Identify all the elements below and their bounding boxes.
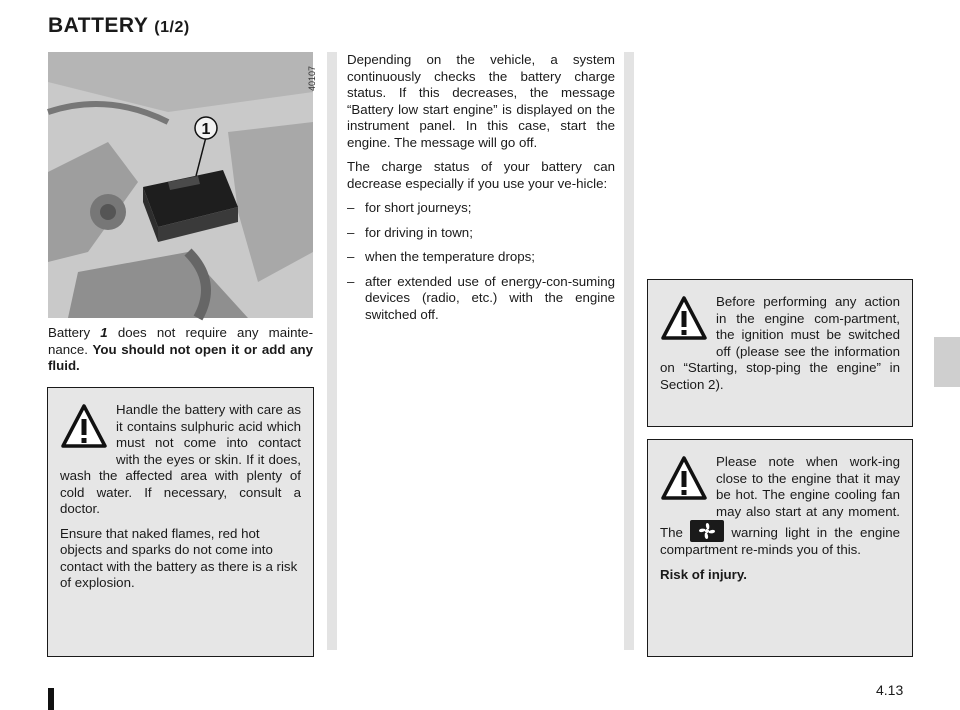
warning-text: Please note when work-ing close to the engine that it may be hot. The engine cooling fan may also start at any moment. The warning light in the engine compartment re-minds you of this. <box>660 454 900 557</box>
warning-triangle-icon <box>60 402 108 452</box>
paragraph: The charge status of your battery can decrease especially if you use your ve-hicle: <box>347 159 615 191</box>
photo-reference: 40107 <box>307 66 317 92</box>
list-item: – for short journeys; <box>347 200 615 217</box>
warning-triangle-icon <box>660 454 708 504</box>
callout-label: 1 <box>201 121 211 138</box>
warning-text: Ensure that naked flames, red hot objects and sparks do not come into contact with the battery as there is a risk of explosion. <box>60 525 298 590</box>
battery-caption: Battery 1 does not require any mainte-nance. You should not open it or add any fluid. <box>48 325 313 373</box>
paragraph: Depending on the vehicle, a system continuously checks the battery charge status. If this decreases, the message “Battery low start engine” is displayed on the instrument panel. In this case, start the engine. The message will go off. <box>347 52 615 150</box>
warning-text: Before performing any action in the engine com-partment, the ignition must be switched off (please see the information on “Starting, stop-ping the engine” in Section 2). <box>660 294 900 392</box>
warning-box-ignition <box>647 279 913 427</box>
warning-box-acid <box>47 387 314 657</box>
warning-text: Handle the battery with care as it contains sulphuric acid which must not come into contact with the eyes or skin. If it does, wash the affected area with plenty of cold water. If necessary, consult a doctor. <box>60 402 301 516</box>
list-item: – after extended use of energy-con-suming devices (radio, etc.) with the engine switched off. <box>347 274 615 324</box>
column-divider <box>327 52 337 650</box>
page-number: 4.13 <box>876 682 904 698</box>
warning-emphasis: Risk of injury. <box>660 566 747 582</box>
engine-photo <box>48 52 317 318</box>
main-text <box>347 52 615 331</box>
page-title: BATTERY (1/2) <box>48 14 190 37</box>
list-item: – when the temperature drops; <box>347 249 615 266</box>
warning-box-hot-engine <box>647 439 913 657</box>
warning-triangle-icon <box>660 294 708 344</box>
list-item: – for driving in town; <box>347 225 615 242</box>
corner-mark <box>48 688 54 710</box>
cooling-fan-icon <box>690 520 724 542</box>
section-tab <box>934 337 960 387</box>
column-divider <box>624 52 634 650</box>
